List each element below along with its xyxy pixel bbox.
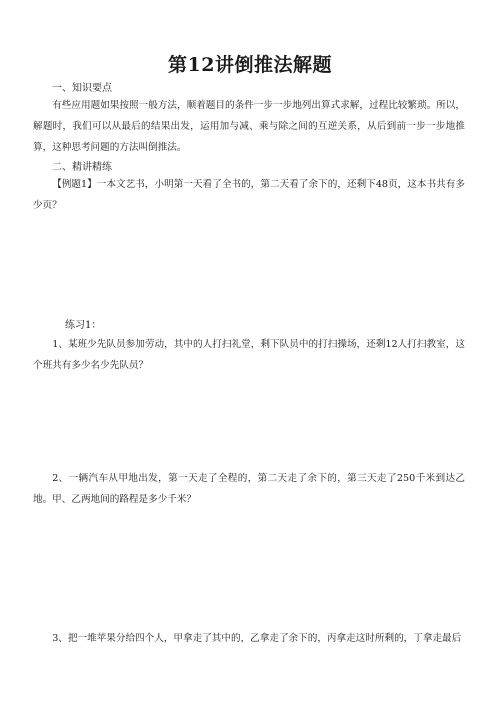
section-heading-knowledge: 一、知识要点 [52, 83, 112, 94]
practice-label: 练习1： [65, 320, 102, 331]
knowledge-paragraph: 有些应用题如果按照一般方法，顺着题目的条件一步一步地列出算式求解，过程比较繁琐。所以，解题时，我们可以从最后的结果出发，运用加与减、乘与除之间的互逆关系，从后到前一步一步地推算，这种思考问题的方法叫倒推法。 [33, 100, 465, 153]
example-1-text: 【例题1】一本文艺书，小明第一天看了全书的，第二天看了余下的，还剩下48页，这本书共有多少页？ [33, 179, 465, 211]
practice-item-2: 2、一辆汽车从甲地出发，第一天走了全程的，第二天走了余下的，第三天走了250千米到达乙地。甲、乙两地间的路程是多少千米？ [33, 473, 465, 505]
practice-item-3: 3、把一堆苹果分给四个人，甲拿走了其中的，乙拿走了余下的，丙拿走这时所剩的，丁拿走最后 [52, 633, 462, 644]
section-heading-practice: 二、精讲精练 [52, 162, 112, 173]
practice-item-1: 1、某班少先队员参加劳动，其中的人打扫礼堂，剩下队员中的打扫操场，还剩12人打扫教室，这个班共有多少名少先队员？ [33, 339, 465, 371]
page-title: 第12讲倒推法解题 [168, 54, 332, 76]
